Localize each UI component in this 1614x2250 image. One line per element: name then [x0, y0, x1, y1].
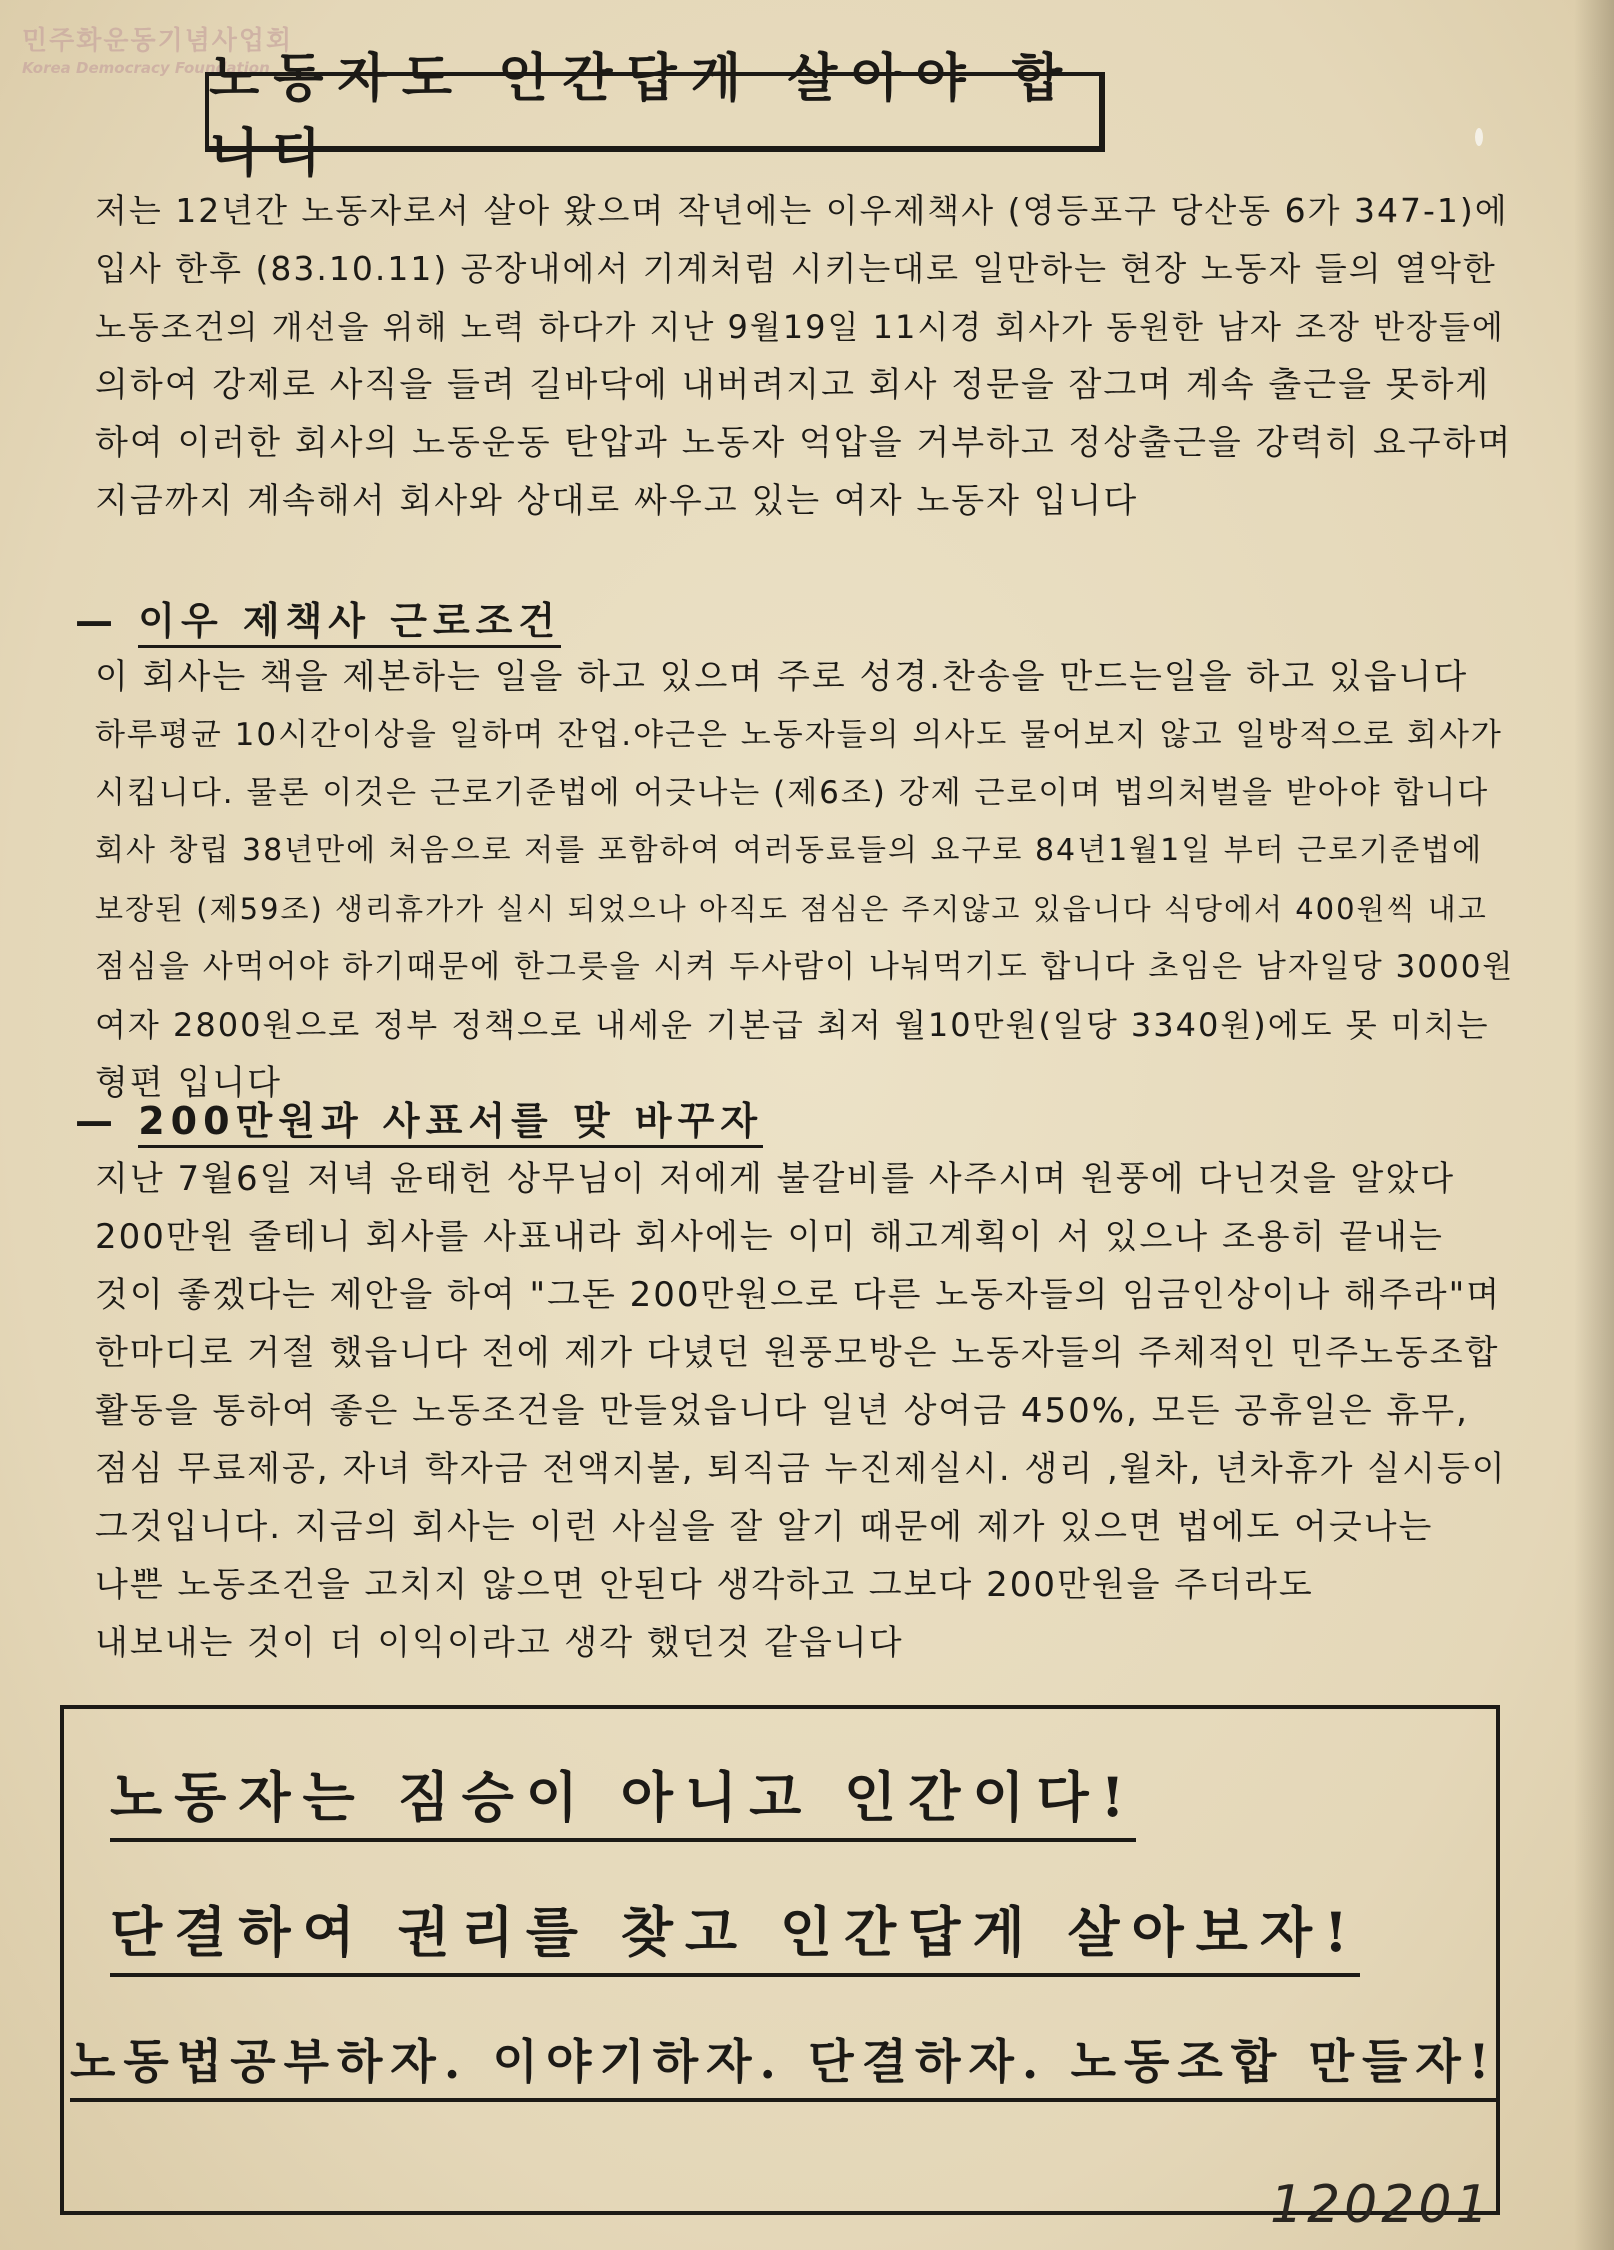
section1-line: 이 회사는 책을 제본하는 일을 하고 있으며 주로 성경.찬송을 만드는일을 하고 있읍니다	[95, 657, 1469, 697]
section1-line: 회사 창립 38년만에 처음으로 저를 포함하여 여러동료들의 요구로 84년1월1일 부터 근로기준법에	[95, 833, 1484, 868]
section1-line: 점심을 사먹어야 하기때문에 한그릇을 시켜 두사람이 나눠먹기도 합니다 초임은 남자일당 3000원	[95, 949, 1515, 985]
section1-paragraph	[95, 648, 1515, 1112]
intro-line: 의하여 강제로 사직을 들려 길바닥에 내버려지고 회사 정문을 잠그며 계속 출근을 못하게	[95, 365, 1491, 405]
paper-spot	[1475, 128, 1483, 146]
section1-line: 보장된 (제59조) 생리휴가가 실시 되었으나 아직도 점심은 주지않고 있읍니다 식당에서 400원씩 내고	[95, 892, 1488, 926]
page-title: 노동자도 인간답게 살아야 합니다	[209, 48, 1077, 184]
section2-line: 내보내는 것이 더 이익이라고 생각 했던것 같읍니다	[95, 1623, 904, 1663]
section2-line: 한마디로 거절 했읍니다 전에 제가 다녔던 원풍모방은 노동자들의 주체적인 민주노동조합	[95, 1333, 1500, 1373]
section1-line: 형편 입니다	[95, 1063, 283, 1103]
intro-line: 입사 한후 (83.10.11) 공장내에서 기계처럼 시키는대로 일만하는 현장 노동자 들의 열악한	[95, 249, 1497, 288]
slogan-1-text: 노동자는 짐승이 아니고 인간이다!	[110, 1765, 1137, 1829]
intro-line: 지금까지 계속해서 회사와 상대로 싸우고 있는 여자 노동자 입니다	[95, 481, 1139, 521]
section1-line: 하루평균 10시간이상을 일하며 잔업.야근은 노동자들의 의사도 물어보지 않고 일방적으로 회사가	[95, 717, 1503, 753]
page-edge-shadow	[1574, 0, 1614, 2250]
intro-line: 저는 12년간 노동자로서 살아 왔으며 작년에는 이우제책사 (영등포구 당산동 6가 347-1)에	[95, 191, 1509, 230]
slogan-3-underline	[70, 2098, 1497, 2102]
watermark-korean: 민주화운동기념사업회	[22, 26, 294, 56]
section2-heading-text: 200만원과 사표서를 맞 바꾸자	[138, 1099, 763, 1148]
section1-line: 시킵니다. 물론 이것은 근로기준법에 어긋나는 (제6조) 강제 근로이며 법의처벌을 받아야 합니다	[95, 775, 1490, 811]
section2-line: 200만원 줄테니 회사를 사표내라 회사에는 이미 해고계획이 서 있으나 조용히 끝내는	[95, 1217, 1444, 1257]
intro-line: 하여 이러한 회사의 노동운동 탄압과 노동자 억압을 거부하고 정상출근을 강력히 요구하며	[95, 423, 1513, 463]
slogan-2-underline	[110, 1973, 1360, 1977]
section2-paragraph	[95, 1150, 1515, 1672]
section2-line: 것이 좋겠다는 제안을 하여 "그돈 200만원으로 다른 노동자들의 임금인상이나 해주라"며	[95, 1275, 1502, 1315]
slogan-2-text: 단결하여 권리를 찾고 인간답게 살아보자!	[110, 1900, 1360, 1964]
watermark-english: Korea Democracy Foundation	[22, 59, 270, 77]
section1-heading: — 이우 제책사 근로조건	[75, 590, 561, 645]
section1-heading-text: 이우 제책사 근로조건	[138, 599, 561, 648]
slogan-2	[110, 1890, 1360, 1977]
section2-line: 점심 무료제공, 자녀 학자금 전액지불, 퇴직금 누진제실시. 생리 ,월차, 년차휴가 실시등이	[95, 1449, 1507, 1489]
document-number: 120201	[1270, 2175, 1493, 2235]
section2-line: 지난 7월6일 저녁 윤태헌 상무님이 저에게 불갈비를 사주시며 원풍에 다닌것을 알았다	[95, 1159, 1456, 1199]
title-box	[205, 48, 1105, 184]
section2-line: 활동을 통하여 좋은 노동조건을 만들었읍니다 일년 상여금 450%, 모든 공휴일은 휴무,	[95, 1391, 1469, 1431]
section1-line: 여자 2800원으로 정부 정책으로 내세운 기본급 최저 월10만원(일당 3340원)에도 못 미치는	[95, 1006, 1490, 1044]
section2-line: 그것입니다. 지금의 회사는 이런 사실을 잘 알기 때문에 제가 있으면 법에도 어긋나는	[95, 1507, 1434, 1547]
slogan-1-underline	[110, 1838, 1136, 1842]
section2-heading: — 200만원과 사표서를 맞 바꾸자	[75, 1090, 763, 1145]
section2-line: 나쁜 노동조건을 고치지 않으면 안된다 생각하고 그보다 200만원을 주더라도	[95, 1565, 1314, 1605]
slogan-1	[110, 1755, 1136, 1842]
slogan-3	[70, 2025, 1497, 2102]
intro-paragraph	[95, 182, 1515, 530]
intro-line: 노동조건의 개선을 위해 노력 하다가 지난 9월19일 11시경 회사가 동원한 남자 조장 반장들에	[95, 308, 1505, 346]
slogan-3-text: 노동법공부하자. 이야기하자. 단결하자. 노동조합 만들자!	[70, 2035, 1498, 2090]
